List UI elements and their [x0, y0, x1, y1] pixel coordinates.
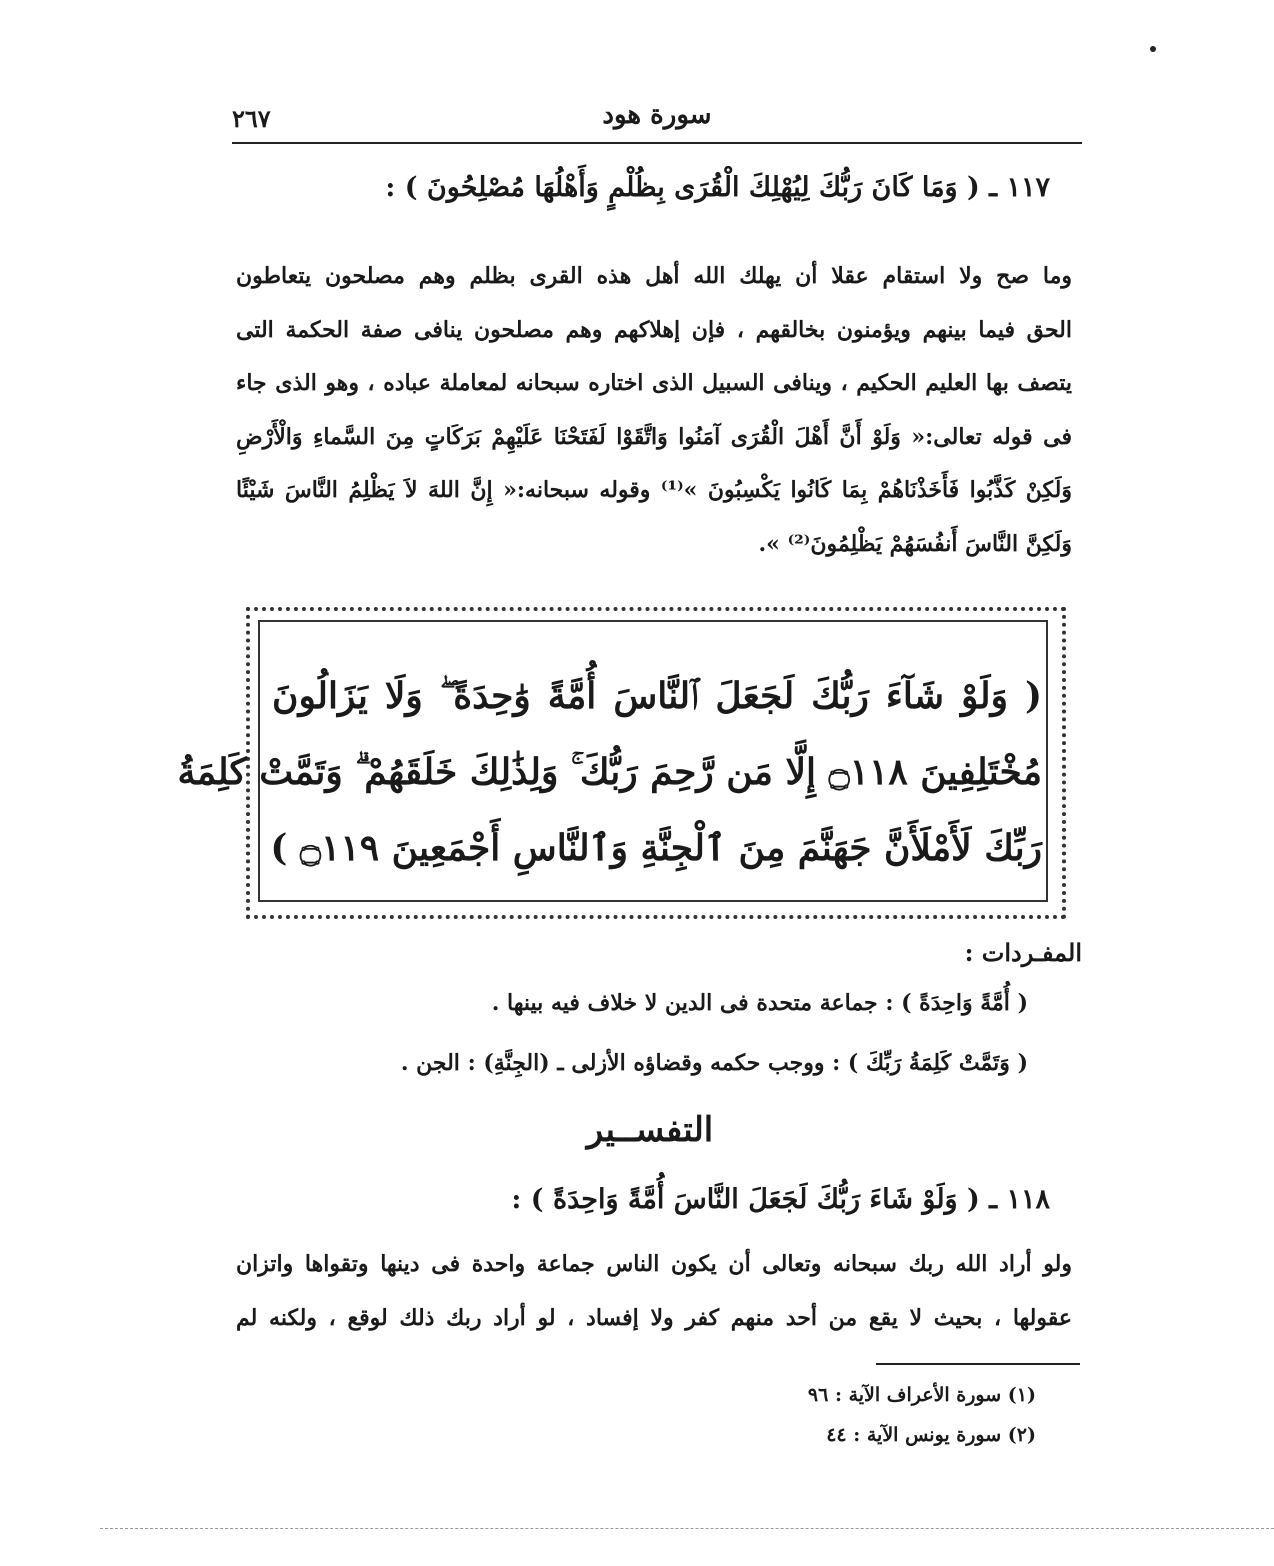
paragraph-line: وما صح ولا استقام عقلا أن يهلك الله أهل هذه القرى بظلم وهم مصلحون يتعاطون — [236, 263, 1072, 289]
vocabulary-item: ( وَتَمَّتْ كَلِمَةُ رَبِّكَ ) : ووجب حكمه وقضاؤه الأزلى ـ (الجِنَّةِ) : الجن . — [400, 1050, 1028, 1076]
page-header — [232, 96, 1082, 138]
paragraph-line: يتصف بها العليم الحكيم ، وينافى السبيل الذى اختاره سبحانه لمعاملة عباده ، وهو الذى جاء — [236, 370, 1072, 396]
footnote-1: (١) سورة الأعراف الآية : ٩٦ — [807, 1384, 1036, 1406]
paragraph-line: عقولها ، بحيث لا يقع من أحد منهم كفر ولا إفساد ، لو أراد ربك ذلك لوقع ، ولكنه لم — [236, 1304, 1072, 1331]
paragraph-line: وَلَكِنَّ النَّاسَ أَنفُسَهُمْ يَظْلِمُونَ⁽²⁾ ». — [758, 530, 1072, 557]
footnote-2: (٢) سورة يونس الآية : ٤٤ — [826, 1424, 1036, 1446]
commentary-paragraph-2 — [236, 1238, 1072, 1345]
tafsir-heading: التفســير — [586, 1110, 714, 1150]
quran-line: مُخْتَلِفِينَ ۝١١٨ إِلَّا مَن رَّحِمَ رَبُّكَ ۚ وَلِذَٰلِكَ خَلَقَهُمْ ۗ وَتَمَّتْ كَلِمَةُ — [177, 751, 1042, 793]
paragraph-line: فى قوله تعالى:« وَلَوْ أَنَّ أَهْلَ الْقُرَى آمَنُوا وَاتَّقَوْا لَفَتَحْنَا عَلَيْهِمْ بَرَكَاتٍ مِنَ السَّماءِ وَالْأَرْضِ — [236, 423, 1072, 450]
vocabulary-item: ( أُمَّةً وَاحِدَةً ) : جماعة متحدة فى الدين لا خلاف فيه بينها . — [491, 990, 1028, 1016]
quran-line: رَبِّكَ لَأَمْلَأَنَّ جَهَنَّمَ مِنَ ٱلْجِنَّةِ وَٱلنَّاسِ أَجْمَعِينَ ۝١١٩ ) — [270, 827, 1042, 869]
vocabulary-heading: المفـردات : — [964, 938, 1082, 967]
paragraph-line: الحق فيما بينهم ويؤمنون بخالقهم ، فإن إهلاكهم وهم مصلحون ينافى صفة الحكمة التى — [236, 316, 1073, 343]
paragraph-line: ولو أراد الله ربك سبحانه وتعالى أن يكون الناس جماعة واحدة فى دينها وتقواها واتزان — [236, 1251, 1072, 1277]
scan-edge-line — [100, 1528, 1274, 1529]
header-rule — [232, 142, 1082, 144]
verse-117-heading: ١١٧ ـ ( وَمَا كَانَ رَبُّكَ لِيُهْلِكَ الْقُرَى بِظُلْمٍ وَأَهْلُهَا مُصْلِحُونَ ) : — [385, 172, 1050, 203]
page-number: ٢٦٧ — [232, 104, 271, 133]
commentary-paragraph-1 — [236, 250, 1072, 571]
verse-118-heading: ١١٨ ـ ( وَلَوْ شَاءَ رَبُّكَ لَجَعَلَ النَّاسَ أُمَّةً وَاحِدَةً ) : — [511, 1184, 1050, 1215]
paragraph-line: وَلَكِنْ كَذَّبُوا فَأَخَذْنَاهُمْ بِمَا كَانُوا يَكْسِبُونَ »⁽¹⁾ وقوله سبحانه:« إِنَّ اللهَ لاَ يَظْلِمُ النَّاسَ شَيْئًا — [236, 477, 1073, 503]
surah-title: سورة هود — [602, 100, 712, 130]
scan-speck — [1150, 46, 1156, 52]
footnote-rule — [876, 1363, 1080, 1365]
quran-verses-118-119 — [177, 658, 1042, 886]
quran-line: ( وَلَوْ شَآءَ رَبُّكَ لَجَعَلَ ٱلنَّاسَ أُمَّةً وَٰحِدَةً ۖ وَلَا يَزَالُونَ — [272, 675, 1042, 717]
